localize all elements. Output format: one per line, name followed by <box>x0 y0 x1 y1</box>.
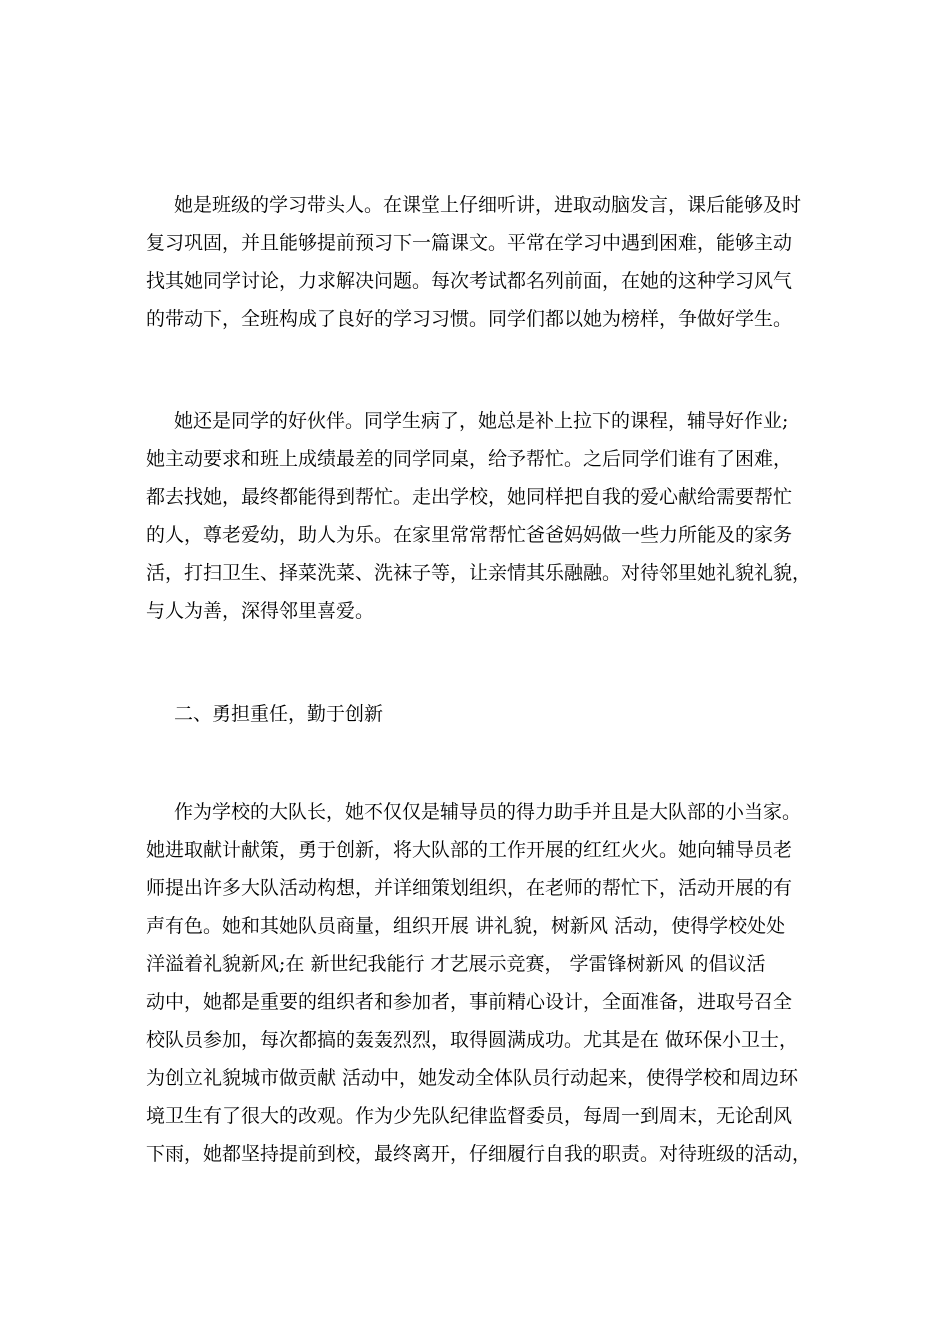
text-line: 她还是同学的好伙伴。同学生病了，她总是补上拉下的课程，辅导好作业; <box>174 410 789 432</box>
text-line: 声有色。她和其她队员商量，组织开展 讲礼貌，树新风 活动，使得学校处处 <box>146 915 786 937</box>
paragraph-good-partner <box>146 402 836 630</box>
paragraph-study-leader <box>146 186 836 338</box>
heading-line: 二、勇担重任，勤于创新 <box>174 703 384 725</box>
text-line: 动中，她都是重要的组织者和参加者，事前精心设计，全面准备，进取号召全 <box>146 991 793 1013</box>
text-line: 与人为善，深得邻里喜爱。 <box>146 600 375 622</box>
text-line: 她是班级的学习带头人。在课堂上仔细听讲，进取动脑发言，课后能够及时 <box>174 194 802 216</box>
text-line: 洋溢着礼貌新风;在 新世纪我能行 才艺展示竞赛， 学雷锋树新风 的倡议活 <box>146 953 766 975</box>
text-line: 下雨，她都坚持提前到校，最终离开，仔细履行自我的职责。对待班级的活动， <box>146 1143 812 1165</box>
text-line: 找其她同学讨论，力求解决问题。每次考试都名列前面，在她的这种学习风气 <box>146 270 793 292</box>
text-line: 她主动要求和班上成绩最差的同学同桌，给予帮忙。之后同学们谁有了困难， <box>146 448 793 470</box>
text-line: 师提出许多大队活动构想，并详细策划组织，在老师的帮忙下，活动开展的有 <box>146 877 793 899</box>
text-line: 校队员参加，每次都搞的轰轰烈烈，取得圆满成功。尤其是在 做环保小卫士， <box>146 1029 799 1051</box>
text-line: 都去找她，最终都能得到帮忙。走出学校，她同样把自我的爱心献给需要帮忙 <box>146 486 793 508</box>
text-line: 为创立礼貌城市做贡献 活动中，她发动全体队员行动起来，使得学校和周边环 <box>146 1067 799 1089</box>
text-line: 复习巩固，并且能够提前预习下一篇课文。平常在学习中遇到困难，能够主动 <box>146 232 793 254</box>
text-line: 的人，尊老爱幼，助人为乐。在家里常常帮忙爸爸妈妈做一些力所能及的家务 <box>146 524 793 546</box>
text-line: 境卫生有了很大的改观。作为少先队纪律监督委员，每周一到周末，无论刮风 <box>146 1105 793 1127</box>
text-line: 活，打扫卫生、择菜洗菜、洗袜子等，让亲情其乐融融。对待邻里她礼貌礼貌， <box>146 562 812 584</box>
section-heading <box>146 695 836 733</box>
text-line: 的带动下，全班构成了良好的学习习惯。同学们都以她为榜样，争做好学生。 <box>146 308 793 330</box>
text-line: 她进取献计献策，勇于创新，将大队部的工作开展的红红火火。她向辅导员老 <box>146 839 793 861</box>
paragraph-brigade-leader <box>146 793 836 1173</box>
text-line: 作为学校的大队长，她不仅仅是辅导员的得力助手并且是大队部的小当家。 <box>174 801 802 823</box>
